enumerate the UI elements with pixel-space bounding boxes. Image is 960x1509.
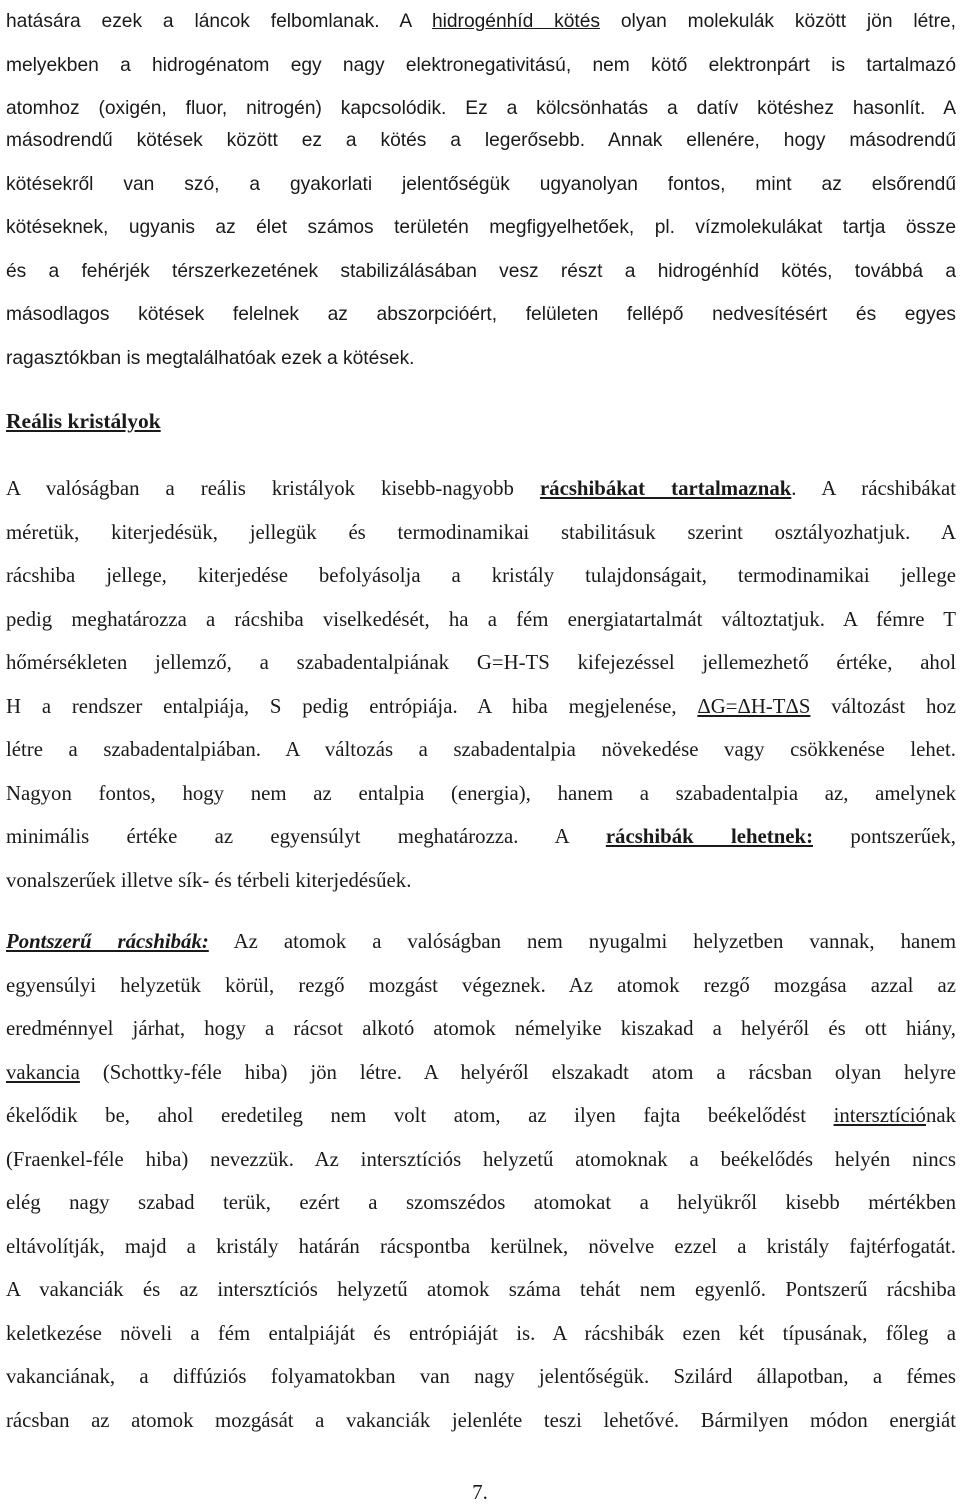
text-run: A valóságban a reális kristályok kisebb-nagyobb [6,477,540,500]
text-run: nak [925,1104,956,1127]
paragraph-point-defects [6,920,956,1442]
text-run: másodlagos kötések felelnek az abszorpcióért, felületen fellépő nedvesítésért és egyes [6,304,956,325]
text-run: keletkezése növeli a fém entalpiáját és entrópiáját is. A rácshibák ezen két típusának, főleg a [6,1321,956,1345]
text-run: Az atomok a valóságban nem nyugalmi helyzetben vannak, hanem [208,930,956,953]
text-run: vakanciának, a diffúziós folyamatokban van nagy jelentőségük. Szilárd állapotban, a fémes [6,1365,956,1388]
text-line [6,685,956,729]
page-number: 7. [472,1480,488,1504]
text-run: vonalszerűek illetve sík- és térbeli kiterjedésűek. [6,868,412,892]
text-run: kötéseknek, ugyanis az élet számos területén megfigyelhetőek, pl. vízmolekulákat tartja össze [6,217,956,238]
text-line [6,641,956,685]
text-run: hőmérsékleten jellemző, a szabadentalpiának G=H-TS kifejezéssel jellemezhető értéke, ahol [6,651,956,674]
text-line [6,511,956,555]
text-run: atomhoz (oxigén, fluor, nitrogén) kapcsolódik. Ez a kölcsönhatás a datív kötéshez hasonlít. A [6,98,956,119]
text-line [6,554,956,598]
text-run: méretük, kiterjedésük, jellegük és termodinamikai stabilitásuk szerint osztályozhatjuk. A [6,520,956,544]
text-run: A vakanciák és az intersztíciós helyzetű atomok száma tehát nem egyenlő. Pontszerű rácshiba [6,1278,956,1301]
text-line [6,772,956,816]
text-run: létre a szabadentalpiában. A változás a szabadentalpia növekedése vagy csökkenése lehet. [6,738,956,761]
paragraph-secondary-bonds [6,119,956,380]
text-run: pontszerűek, [813,825,956,848]
text-run: ragasztókban is megtalálhatóak ezek a kötések. [6,347,415,369]
text-line [6,1007,956,1051]
text-run: kötésekről van szó, a gyakorlati jelentőségük ugyanolyan fontos, mint az elsőrendű [6,173,956,195]
text-line [6,598,956,642]
text-line [6,859,956,903]
text-run: ékelődik be, ahol eredetileg nem volt atom, az ilyen fajta beékelődést [6,1104,834,1127]
text-line [6,206,956,250]
text-line [6,467,956,511]
intro-paragraph [6,0,956,131]
text-line [6,250,956,294]
text-run: . A rácshibákat [791,477,956,500]
text-line [6,119,956,163]
text-run: eredménnyel járhat, hogy a rácsot alkotó atomok némelyike kiszakad a helyéről és ott hiány, [6,1017,956,1040]
text-run: másodrendű kötések között ez a kötés a legerősebb. Annak ellenére, hogy másodrendű [6,130,956,151]
text-run: minimális értéke az egyensúlyt meghatározza. A [6,825,606,848]
text-run: (Fraenkel-féle hiba) nevezzük. Az intersztíciós helyzetű atomoknak a beékelődés helyén nincs [6,1147,956,1171]
text-line [6,1094,956,1138]
text-run: egyensúlyi helyzetük körül, rezgő mozgást végeznek. Az atomok rezgő mozgása azzal az [6,973,956,997]
text-line [6,964,956,1008]
text-line [6,1051,956,1095]
text-line [6,163,956,207]
text-run: elég nagy szabad terük, ezért a szomszédos atomokat a helyükről kisebb mértékben [6,1191,956,1214]
text-line [6,1355,956,1399]
text-line [6,1225,956,1269]
text-line [6,293,956,337]
text-line [6,920,956,964]
underlined-term: rácshibák lehetnek: [605,825,813,848]
text-run: melyekben a hidrogénatom egy nagy elektronegativitású, nem kötő elektronpárt is tartalmazó [6,54,956,76]
text-line [6,1268,956,1312]
underlined-term: hidrogénhíd kötés [431,11,601,32]
text-run: hatására ezek a láncok felbomlanak. A [6,11,432,32]
text-line [6,1312,956,1356]
underlined-term: rácshibákat tartalmaznak [539,477,792,500]
text-line [6,44,956,88]
text-line [6,815,956,859]
text-run: olyan molekulák között jön létre, [600,11,957,32]
paragraph-real-crystals [6,467,956,902]
underlined-term: vakancia [6,1060,80,1084]
section-heading: Reális kristályok [6,409,161,433]
underlined-term: ΔG=ΔH-TΔS [697,694,811,718]
text-run: változást hoz [810,694,957,718]
text-run: rácsban az atomok mozgását a vakanciák jelenléte teszi lehetővé. Bármilyen módon energiát [6,1408,956,1432]
text-line [6,0,956,44]
underlined-term: intersztíció [833,1104,926,1127]
text-line [6,1138,956,1182]
text-line [6,1181,956,1225]
text-run: H a rendszer entalpiája, S pedig entrópiája. A hiba megjelenése, [6,694,698,718]
text-run: Nagyon fontos, hogy nem az entalpia (energia), hanem a szabadentalpia az, amelynek [6,781,956,805]
text-run: eltávolítják, majd a kristály határán rácspontba kerülnek, növelve ezzel a kristály fajtérfogatát. [6,1234,956,1258]
text-run: rácshiba jellege, kiterjedése befolyásolja a kristály tulajdonságait, termodinamikai jellege [6,564,956,587]
text-line [6,337,956,381]
text-run: és a fehérjék térszerkezetének stabilizálásában vesz részt a hidrogénhíd kötés, továbbá a [6,260,956,282]
text-line [6,728,956,772]
text-line [6,1399,956,1443]
text-run: pedig meghatározza a rácshiba viselkedését, ha a fém energiatartalmát változtatjuk. A fémre T [6,607,956,631]
underlined-term: Pontszerű rácshibák: [6,930,209,953]
text-run: (Schottky-féle hiba) jön létre. A helyéről elszakadt atom a rácsban olyan helyre [79,1060,956,1084]
